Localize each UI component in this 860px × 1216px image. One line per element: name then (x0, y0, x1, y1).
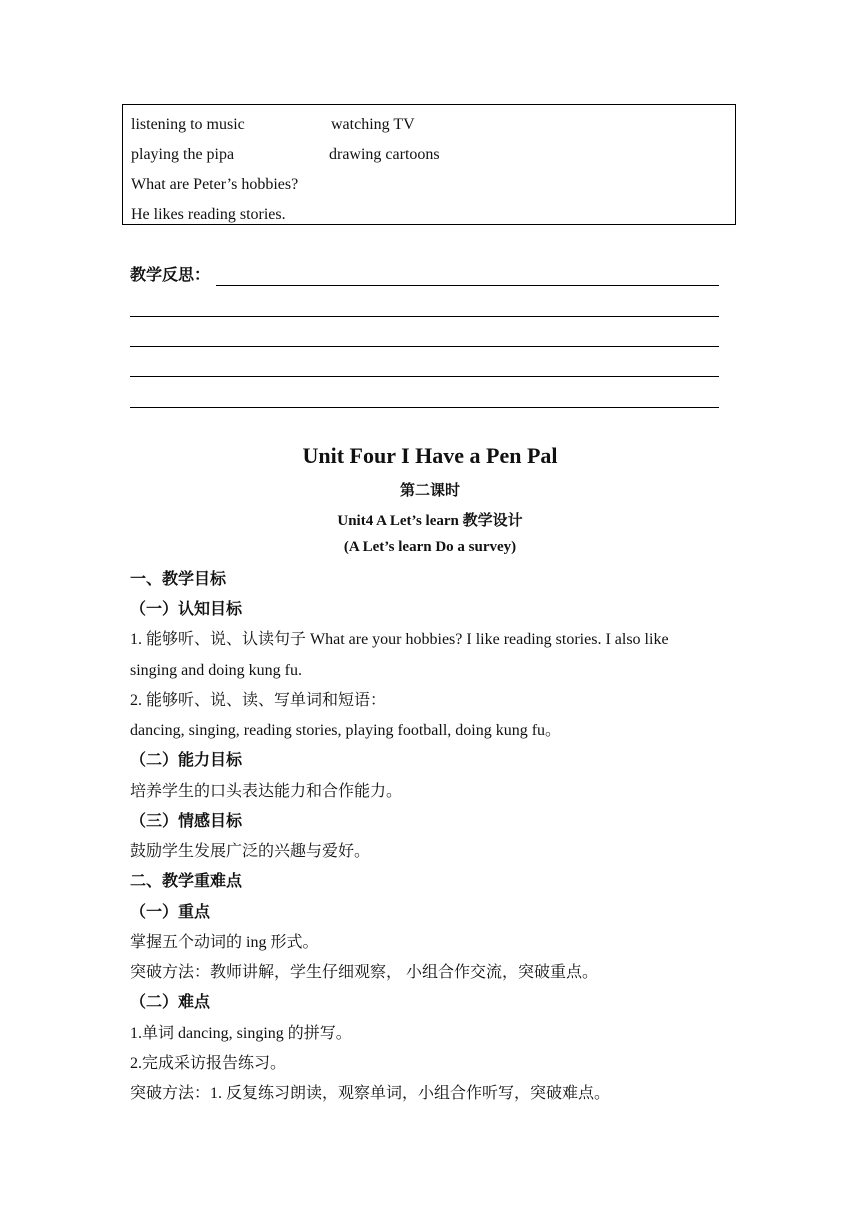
key-point-text: 掌握五个动词的 ing 形式。 (130, 934, 319, 951)
reflection-line-1 (216, 285, 719, 286)
reflection-line-3 (130, 346, 719, 347)
subsection-emotional-goals: （三）情感目标 (130, 813, 243, 830)
table-row4: He likes reading stories. (131, 206, 286, 223)
reflection-label: 教学反思： (130, 267, 211, 284)
table-row3: What are Peter’s hobbies? (131, 176, 299, 193)
lesson-number: 第二课时 (399, 483, 460, 499)
subsection-difficult-points: （二）难点 (130, 994, 211, 1011)
table-row2-col2: drawing cartoons (329, 146, 440, 163)
goal-1-line-2: singing and doing kung fu. (130, 662, 302, 679)
emotional-goal-text: 鼓励学生发展广泛的兴趣与爱好。 (130, 843, 371, 860)
goal-1-line-1: 1. 能够听、说、认读句子 What are your hobbies? I like reading stories. I also like (130, 631, 669, 648)
section-key-difficult-points: 二、教学重难点 (130, 873, 243, 890)
goal-2-words: dancing, singing, reading stories, playing football, doing kung fu。 (130, 722, 562, 739)
lesson-design-title: Unit4 A Let’s learn 教学设计 (337, 513, 523, 529)
difficult-point-2: 2.完成采访报告练习。 (130, 1055, 287, 1072)
lesson-part: (A Let’s learn Do a survey) (343, 539, 517, 555)
goal-2: 2. 能够听、说、读、写单词和短语： (130, 692, 387, 709)
table-row1-col2: watching TV (331, 116, 415, 133)
ability-goal-text: 培养学生的口头表达能力和合作能力。 (130, 783, 403, 800)
section-teaching-goals: 一、教学目标 (130, 571, 227, 588)
table-row2-col1: playing the pipa (131, 146, 235, 163)
difficult-point-method: 突破方法：1. 反复练习朗读，观察单词，小组合作听写，突破难点。 (130, 1085, 611, 1102)
subsection-key-points: （一）重点 (130, 904, 211, 921)
reflection-line-5 (130, 407, 719, 408)
subsection-ability-goals: （二）能力目标 (130, 752, 243, 769)
page-title: Unit Four I Have a Pen Pal (302, 443, 558, 468)
difficult-point-1: 1.单词 dancing, singing 的拼写。 (130, 1025, 352, 1042)
subsection-cognitive-goals: （一）认知目标 (130, 601, 243, 618)
hobbies-table-box (122, 104, 736, 225)
key-point-method: 突破方法：教师讲解，学生仔细观察， 小组合作交流，突破重点。 (130, 964, 599, 981)
reflection-line-4 (130, 376, 719, 377)
table-row1-col1: listening to music (131, 116, 245, 133)
reflection-line-2 (130, 316, 719, 317)
